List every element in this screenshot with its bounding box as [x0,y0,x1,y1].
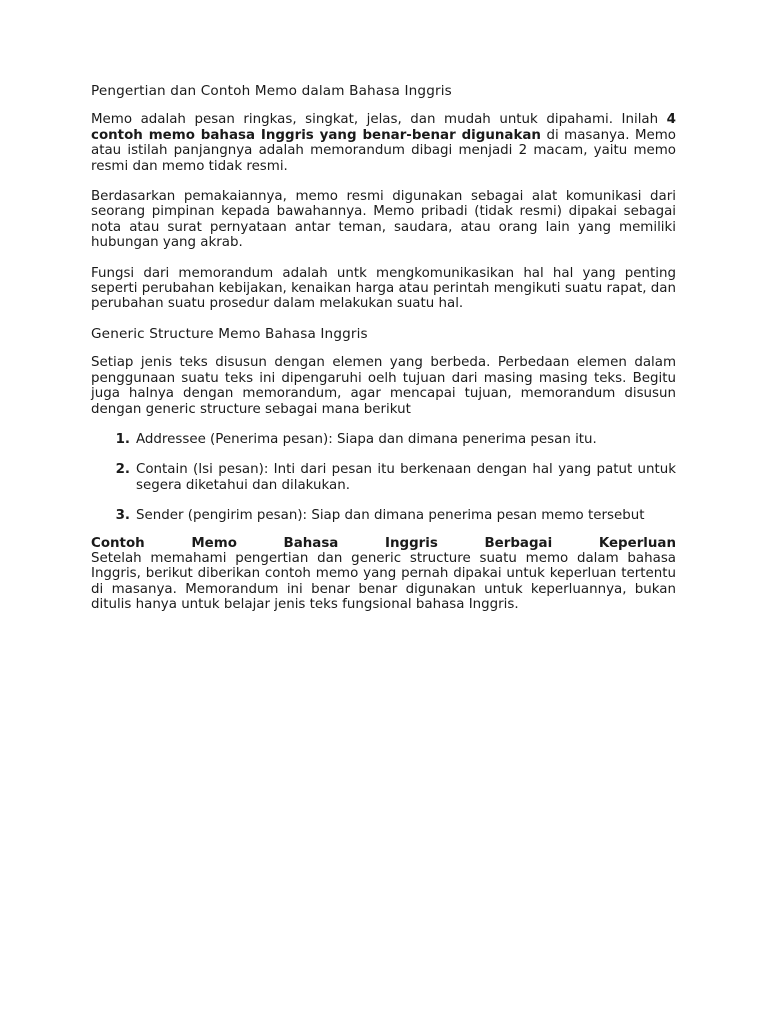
generic-structure-heading: Generic Structure Memo Bahasa Inggris [91,325,368,342]
intro-paragraph [91,112,676,174]
list-number: 3. [115,508,130,524]
list-text: Contain (Isi pesan): Inti dari pesan itu berkenaan dengan hal yang patut untuk segera diketahui dan dilakukan. [136,462,676,493]
function-paragraph: Fungsi dari memorandum adalah untk mengkomunikasikan hal hal yang penting seperti perubahan kebijakan, kenaikan harga atau perintah mengikuti suatu rapat, dan perubahan suatu prosedur dalam melakukan suatu hal. [91,265,676,312]
heading-word: Contoh [91,535,145,551]
examples-heading [91,536,676,551]
heading-word: Keperluan [598,535,676,551]
document-page [91,84,676,628]
heading-word: Bahasa [283,535,339,551]
list-number: 1. [115,431,130,447]
usage-paragraph: Berdasarkan pemakaiannya, memo resmi digunakan sebagai alat komunikasi dari seorang pimpinan kepada bawahannya. Memo pribadi (tidak resmi) dipakai sebagai nota atau surat pernyataan antar teman, saudara, atau orang lain yang memiliki hubungan yang akrab. [91,189,676,251]
intro-text-start: Memo adalah pesan ringkas, singkat, jelas, dan mudah untuk dipahami. Inilah [91,112,667,128]
heading-word: Berbagai [484,535,553,551]
list-number: 2. [115,462,130,478]
heading-word: Inggris [384,535,438,551]
heading-word: Memo [191,535,237,551]
list-text: Addressee (Penerima pesan): Siapa dan dimana penerima pesan itu. [136,431,597,447]
intro-text-end: di masanya. Memo atau istilah panjangnya adalah memorandum dibagi menjadi 2 macam, yaitu memo resmi dan memo tidak resmi. [91,127,676,174]
list-item [91,508,676,523]
list-item [91,462,676,493]
examples-paragraph: Setelah memahami pengertian dan generic structure suatu memo dalam bahasa Inggris, berikut diberikan contoh memo yang pernah dipakai untuk keperluan tertentu di masanya. Memorandum ini benar benar digunakan untuk keperluannya, bukan ditulis hanya untuk belajar jenis teks fungsional bahasa Inggris. [91,550,676,613]
document-title: Pengertian dan Contoh Memo dalam Bahasa Inggris [91,83,452,99]
list-item [91,432,676,447]
intro-bold-phrase: 4 contoh memo bahasa Inggris yang benar-benar digunakan [91,112,676,143]
list-text: Sender (pengirim pesan): Siap dan dimana penerima pesan memo tersebut [136,508,645,524]
structure-list [91,432,676,524]
structure-paragraph: Setiap jenis teks disusun dengan elemen yang berbeda. Perbedaan elemen dalam penggunaan suatu teks ini dipengaruhi oelh tujuan dari masing masing teks. Begitu juga halnya dengan memorandum, agar mencapai tujuan, memorandum disusun dengan generic structure sebagai mana berikut [91,355,676,417]
